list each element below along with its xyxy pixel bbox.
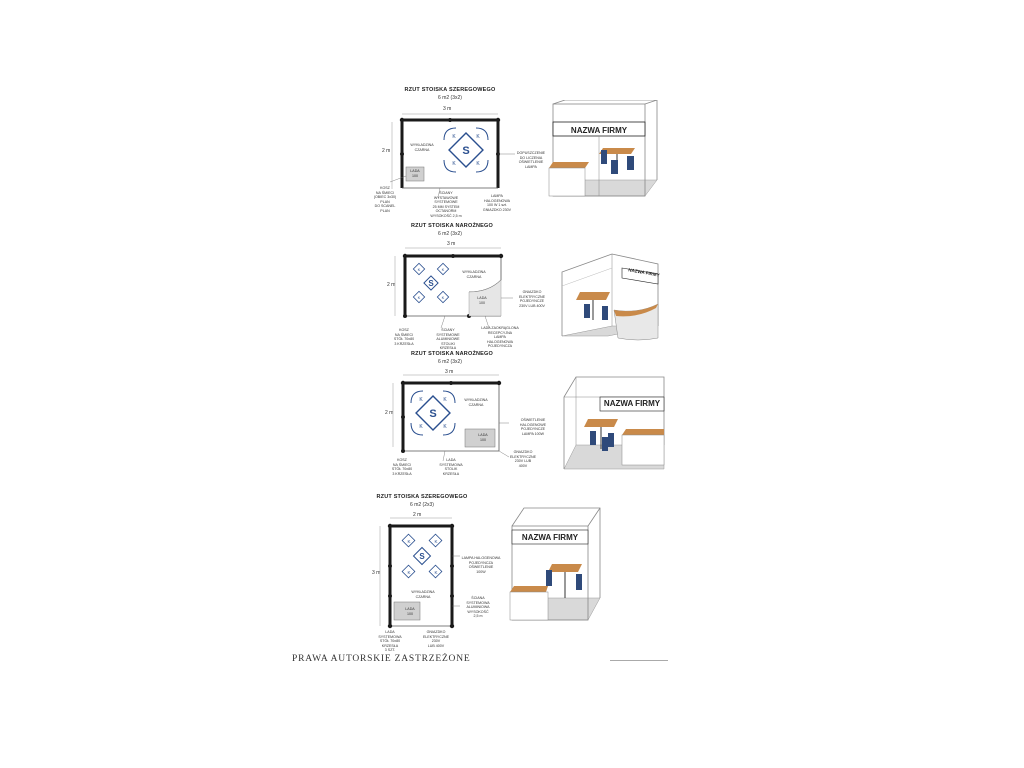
stand-2-plan [385,240,525,340]
stand-2-size: 6 m2 (3x2) [438,231,462,237]
stand-2-note-desk: LADA 100 [477,296,487,305]
stand-1-width: 3 m [443,106,452,112]
stand-3-note-right: OŚWIETLENIE HALOGENOWE POJEDYNCZE LAMPA 100W [519,418,547,436]
stand-4-note-bottom: GNIAZDKO ELEKTRYCZNE 230V LUB 400V [422,630,450,648]
stand-1-perspective [545,100,665,200]
svg-text:K: K [441,267,445,272]
svg-text:K: K [419,397,423,403]
stand-2-note-right: GNIAZDKO ELEKTRYCZNE POJEDYNCZE 230V LUB 400V [518,290,546,308]
stand-2-perspective [558,250,668,345]
stand-2-note-bottom: ŚCIANY SYSTEMOWE ALUMINIOWE STOLIKI KRZESŁA [436,328,460,351]
stand-2-brand: NAZWA FIRMY [628,267,660,278]
svg-text:K: K [452,134,456,140]
svg-text:K: K [443,424,447,430]
svg-text:K: K [434,539,438,544]
svg-text:K: K [443,397,447,403]
svg-text:K: K [476,134,480,140]
stand-4-note-right: LAMPA HALOGENOWA POJEDYNCZA OŚWIETLENIE 100W [461,556,501,574]
stand-2-note-corner: LADA ZAOKRĄGLONA RECEPCYJNA LAMPA HALOGENOWA POJEDYNCZA [481,326,519,349]
stand-1-size: 6 m2 (3x2) [438,95,462,101]
stand-3-note-corner: GNIAZDKO ELEKTRYCZNE 230V LUB 400V [509,450,537,468]
stand-4-note-corner: ŚCIANA SYSTEMOWA ALUMINIOWA WYSOKOŚĆ 2,5 m [466,596,490,619]
stand-3-width: 3 m [445,369,454,375]
stand-4-perspective [508,506,608,626]
svg-text:S: S [419,552,425,561]
svg-text:K: K [476,161,480,167]
svg-text:K: K [407,570,411,575]
svg-text:S: S [462,145,470,157]
stand-4-depth: 3 m [372,570,381,576]
stand-3-title: RZUT STOISKA NAROŻNEGO [410,351,493,357]
stand-1-title: RZUT STOISKA SZEREGOWEGO [404,87,496,93]
stand-4-note-logo: WYKŁADZINA CZARNA [411,590,435,599]
stand-1-note-logo: WYKŁADZINA CZARNA [410,143,434,152]
stand-4-note-desk: LADA 100 [405,607,415,616]
svg-text:K: K [417,295,421,300]
stand-2-note-logo: WYKŁADZINA CZARNA [462,270,486,279]
stand-2-width: 3 m [447,241,456,247]
copyright-footer: PRAWA AUTORSKIE ZASTRZEŻONE [292,654,471,664]
stand-3-logo-icon [411,391,455,435]
stand-3-size: 6 m2 (3x2) [438,359,462,365]
stand-3-depth: 2 m [385,410,394,416]
stand-4-width: 2 m [413,512,422,518]
stand-4-note-left: LADA SYSTEMOWA STÓŁ 70x80 KRZESŁA 3 SZT. [378,630,402,653]
stand-2-title: RZUT STOISKA NAROŻNEGO [410,223,493,229]
stand-1-note-left: KOSZ NA ŚMIECI (OBIEC 3x30) PLAN DO SCANEL PLAN [373,186,397,213]
stand-3-perspective [560,375,672,473]
stand-2-logo-icon [413,263,448,302]
stand-1-note-right: DOPUSZCZENIE DO LICZENIA OŚWIETLENIE LAMPA [516,151,546,169]
stand-4-size: 6 m2 (2x3) [410,502,434,508]
svg-text:S: S [428,279,434,288]
stand-1-depth: 2 m [382,148,391,154]
svg-text:K: K [434,570,438,575]
stand-1-logo-icon [444,128,488,172]
svg-text:K: K [407,539,411,544]
stand-2-depth: 2 m [387,282,396,288]
stand-3-note-bottom: LADA SYSTEMOWA STOLIK KRZESŁA [439,458,463,476]
stand-1-note-desk: LADA 100 [410,169,420,178]
stand-1-note-bottom: ŚCIANY WYSTAWOWE SYSTEMOWE 25 MM SYSTEM OCTANORM WYSOKOŚĆ 2,5 m [430,191,462,218]
stand-1-brand: NAZWA FIRMY [570,126,628,135]
stand-4-title: RZUT STOISKA SZEREGOWEGO [376,494,468,500]
stand-3-note-left: KOSZ NA ŚMIECI STÓŁ 70x80 3 KRZESŁA [391,458,413,476]
stand-3-note-logo: WYKŁADZINA CZARNA [464,398,488,407]
stand-4-logo-icon [402,534,442,578]
svg-text:S: S [429,408,437,420]
svg-text:K: K [441,295,445,300]
svg-text:K: K [419,424,423,430]
stand-3-note-desk: LADA 100 [478,433,488,442]
stand-3-brand: NAZWA FIRMY [603,399,661,408]
svg-text:K: K [417,267,421,272]
footer-rule [610,660,668,661]
stand-4-plan [376,510,476,640]
stand-2-note-left: KOSZ NA ŚMIECI STÓŁ 70x80 3 KRZESŁA [393,328,415,346]
stand-4-brand: NAZWA FIRMY [521,533,579,542]
svg-text:K: K [452,161,456,167]
stand-1-note-corner: LAMPA HALOGENOWA 100 W 1 szt. GNIAZDKO 230V [482,194,512,212]
